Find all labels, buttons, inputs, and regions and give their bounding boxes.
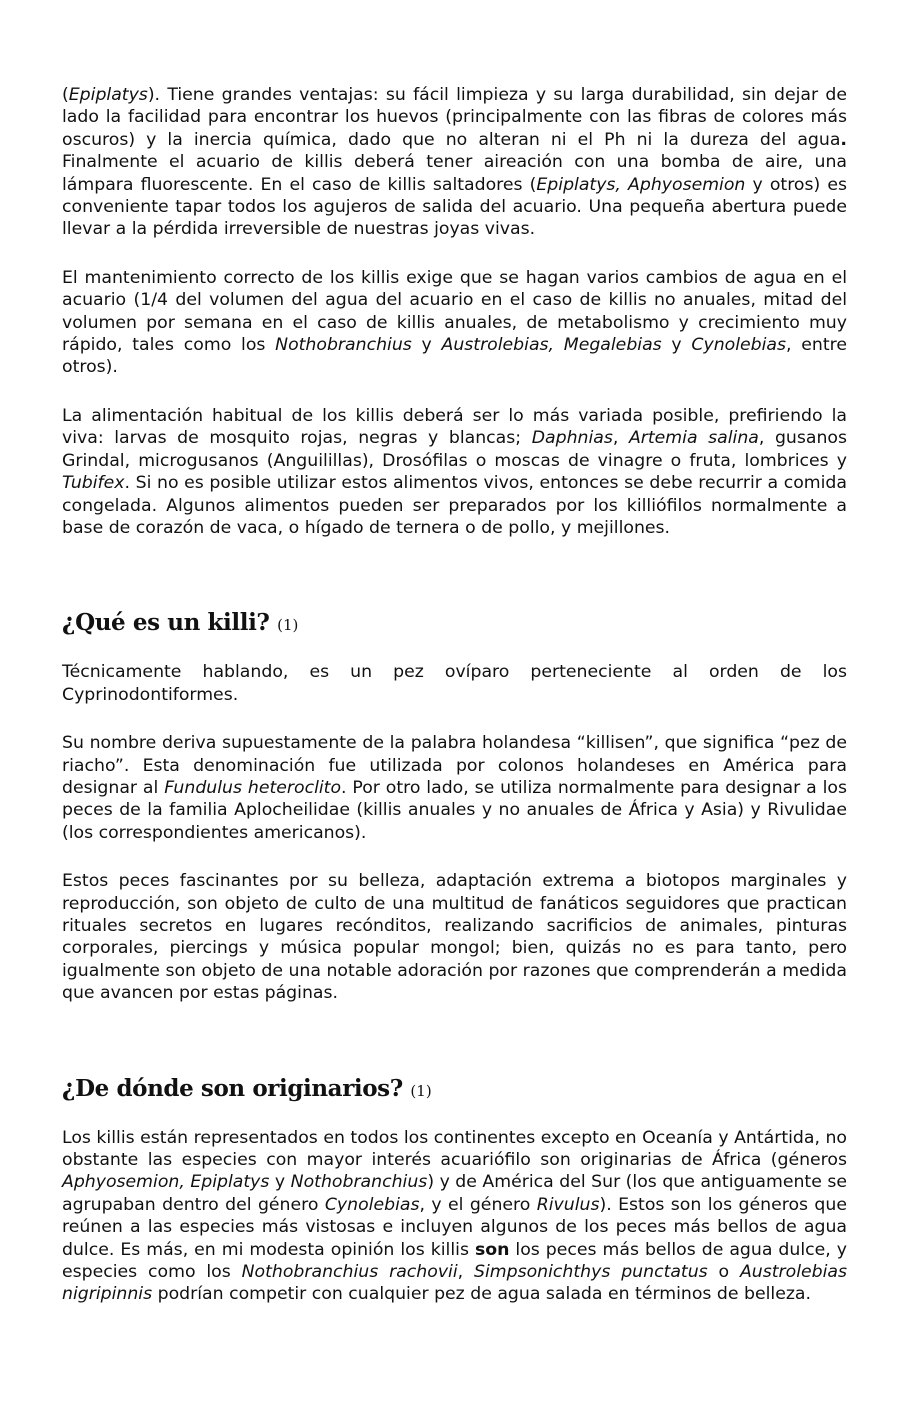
- text-run: podrían competir con cualquier pez de agua salada en términos de belleza.: [152, 1284, 811, 1305]
- heading-what-is-killi: [62, 609, 847, 639]
- paragraph-fascination: [62, 870, 847, 1004]
- italic-text: Aphyosemion, Epiplatys: [62, 1172, 270, 1193]
- text-run: . Si no es posible utilizar estos alimentos vivos, entonces se debe recurrir a comida congelada. Algunos alimentos pueden ser preparados por los killiófilos normalmente a base de corazón de vaca, o hígado de ternera o de pollo, y mejillones.: [62, 473, 847, 538]
- text-run: , gusanos Grindal, microgusanos (Anguilillas), Drosófilas o moscas de vinagre o fruta, lombrices y: [62, 428, 847, 471]
- text-run: ). Tiene grandes ventajas: su fácil limpieza y su larga durabilidad, sin dejar de lado la facilidad para encontrar los huevos (principalmente con las fibras de colores más oscuros) y la inercia química, dado que no alteran ni el Ph ni la dureza del agua: [62, 85, 847, 150]
- paragraph-aquarium-setup: [62, 84, 847, 241]
- italic-text: Artemia salina: [628, 428, 759, 449]
- text-run: (: [62, 85, 69, 105]
- italic-text: Daphnias: [531, 428, 613, 449]
- italic-text: Austrolebias nigripinnis: [62, 1262, 847, 1305]
- italic-text: Nothobranchius: [275, 335, 412, 356]
- italic-text: Fundulus heteroclito: [164, 777, 342, 798]
- text-run: ). Estos son los géneros que reúnen a las especies más vistosas e incluyen algunos de los peces más bellos de agua dulce. Es más, en mi modesta opinión los killis: [62, 1194, 847, 1260]
- paragraph-maintenance: [62, 267, 847, 379]
- paragraph-definition: [62, 661, 847, 706]
- text-run: La alimentación habitual de los killis deberá ser lo más variada posible, prefiriendo la viva: larvas de mosquito rojas, negras y blancas;: [62, 405, 847, 449]
- text-run: y: [269, 1172, 291, 1193]
- italic-text: Rivulus: [536, 1194, 600, 1215]
- text-run: ,: [457, 1262, 475, 1283]
- heading-reference: (1): [277, 616, 299, 635]
- paragraph-distribution: [62, 1127, 847, 1306]
- paragraph-name-origin: [62, 732, 847, 844]
- text-run: , y el género: [419, 1194, 537, 1215]
- heading-reference: (1): [410, 1081, 432, 1100]
- text-run: Técnicamente hablando, es un pez ovíparo perteneciente al orden de los Cyprinodontiformes.: [62, 662, 847, 705]
- heading-where-from: [62, 1075, 847, 1105]
- text-run: El mantenimiento correcto de los killis exige que se hagan varios cambios de agua en el acuario (1/4 del volumen del agua del acuario en el caso de killis no anuales, mitad del volumen por semana en el caso de killis anuales, de metabolismo y crecimiento muy rápido, tales como los: [62, 267, 847, 356]
- italic-text: Cynolebias: [324, 1194, 420, 1215]
- text-run: y otros) es conveniente tapar todos los agujeros de salida del acuario. Una pequeña abertura puede llevar a la pérdida irreversible de nuestras joyas vivas.: [62, 174, 847, 240]
- text-run: o: [707, 1262, 740, 1283]
- heading-title: ¿De dónde son originarios?: [62, 1074, 403, 1102]
- text-run: los peces más bellos de agua dulce, y especies como los: [62, 1239, 847, 1283]
- italic-text: Nothobranchius rachovii: [241, 1262, 458, 1283]
- paragraph-feeding: [62, 405, 847, 539]
- italic-text: Nothobranchius: [290, 1172, 428, 1193]
- italic-text: Tubifex: [62, 473, 125, 494]
- text-run: Estos peces fascinantes por su belleza, adaptación extrema a biotopos marginales y reproducción, son objeto de culto de una multitud de fanáticos seguidores que practican rituales secretos en lugares recónditos, realizando sacrificios de animales, pinturas corporales, piercings y música popular mongol; bien, quizás no es para tanto, pero igualmente son objeto de una notable adoración por razones que comprenderán a medida que avancen por estas páginas.: [62, 871, 847, 1004]
- italic-text: Simpsonichthys punctatus: [474, 1262, 708, 1283]
- text-run: ) y de América del Sur (los que antiguamente se agrupaban dentro del género: [62, 1172, 847, 1215]
- text-run: ,: [612, 428, 629, 449]
- text-run: Finalmente el acuario de killis deberá tener aireación con una bomba de aire, una lámpara fluorescente. En el caso de killis saltadores (: [62, 152, 847, 195]
- italic-text: Cynolebias: [691, 335, 787, 356]
- italic-text: Austrolebias, Megalebias: [441, 335, 662, 356]
- italic-text: Epiplatys, Aphyosemion: [536, 174, 746, 195]
- text-run: , entre otros).: [62, 335, 847, 378]
- text-run: . Por otro lado, se utiliza normalmente para designar a los peces de la familia Aplocheilidae (killis anuales y no anuales de África y Asia) y Rivulidae (los correspondientes americanos).: [62, 777, 847, 843]
- italic-text: Epiplatys: [68, 85, 148, 105]
- heading-title: ¿Qué es un killi?: [62, 609, 270, 637]
- text-run: Los killis están representados en todos los continentes excepto en Oceanía y Antártida, no obstante las especies con mayor interés acuariófilo son originarias de África (géneros: [62, 1127, 847, 1170]
- text-run: y: [411, 335, 442, 356]
- document-page: [62, 84, 847, 1306]
- bold-text: .: [840, 129, 847, 150]
- text-run: Su nombre deriva supuestamente de la palabra holandesa “killisen”, que significa “pez de riacho”. Esta denominación fue utilizada por colonos holandeses en América para designar al: [62, 733, 847, 798]
- bold-text: son: [474, 1239, 510, 1260]
- text-run: y: [661, 335, 692, 356]
